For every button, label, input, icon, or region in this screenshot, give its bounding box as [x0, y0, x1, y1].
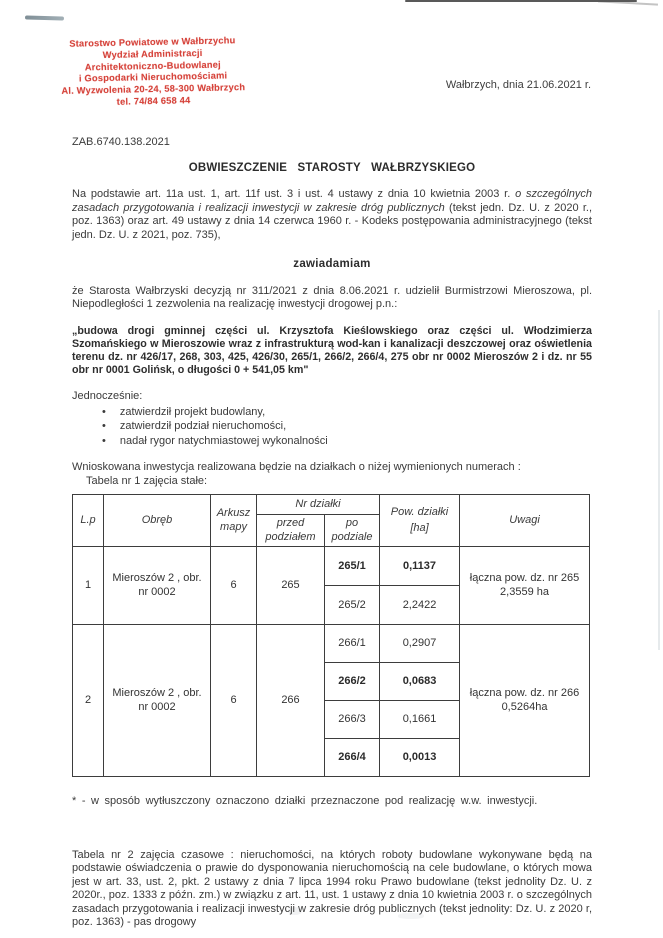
col-header-arkusz: Arkusz mapy	[211, 495, 257, 547]
cell-po-podziale: 266/1	[325, 625, 380, 663]
document-body	[72, 136, 592, 938]
cell-obreb: Mieroszów 2 , obr. nr 0002	[104, 547, 211, 625]
list-item-text: zatwierdził podział nieruchomości,	[119, 420, 287, 433]
cell-uwagi: łączna pow. dz. nr 266 0,5264ha	[460, 625, 590, 777]
cell-obreb: Mieroszów 2 , obr. nr 0002	[104, 625, 211, 777]
bold-parcels-footnote: * - w sposób wytłuszczony oznaczono działki przeznaczone pod realizację w.w. inwestycji.	[72, 795, 538, 808]
cell-lp: 2	[73, 625, 104, 777]
pow-label: Pow. działki	[390, 505, 449, 518]
table-row	[73, 625, 590, 663]
list-item-text: zatwierdził projekt budowlany,	[119, 405, 266, 418]
table1-caption: Tabela nr 1 zajęcia stałe:	[86, 474, 208, 487]
legal-basis-paragraph	[72, 188, 592, 242]
stamp-line: Wydział Administracji	[102, 47, 203, 60]
list-item-text: nadał rygor natychmiastowej wykonalności	[119, 434, 328, 447]
col-header-nr-dzialki: Nr działki	[257, 495, 380, 515]
list-item	[102, 420, 592, 434]
cell-po-podziale: 265/2	[325, 586, 380, 625]
cell-po-podziale: 266/3	[325, 701, 380, 739]
list-item	[102, 406, 592, 420]
table2-temporary-occupation-paragraph: Tabela nr 2 zajęcia czasowe : nieruchomości, na których roboty budowlane wykonywane będą na podstawie oświadczenia o prawie do dysponowania nieruchomością na cele budowlane, o których mowa jest w art. 33, ust. 2, pkt. 2 ustawy z dnia 7 lipca 1994 roku Prawo budowlane (tekst jednolity Dz. U. z 2020r., poz. 1333 z późn. zm.) w związku z art. 11, ust. 1 ustawy z dnia 10 kwietnia 2003 r. o szczególnych zasadach przygotowania i realizacji inwestycji w zakresie dróg publicznych (tekst jednolity: Dz. U. z 2020 r, poz. 1363) - pas drogowy	[72, 848, 592, 929]
simultaneously-list	[72, 406, 592, 449]
scan-artifact-top-corner	[598, 0, 658, 5]
cell-pow: 0,2907	[380, 625, 460, 663]
cell-po-podziale: 266/4	[325, 739, 380, 777]
cell-przed-podzialem: 266	[257, 625, 325, 777]
stamp-line: i Gospodarki Nieruchomościami	[78, 70, 228, 84]
cell-lp: 1	[73, 547, 104, 625]
col-header-przed-podzialem: przed podziałem	[257, 515, 325, 547]
decision-paragraph: że Starosta Wałbrzyski decyzją nr 311/2021 z dnia 8.06.2021 r. udzielił Burmistrzowi Mieroszowa, pl. Niepodległości 1 zezwolenia na realizację inwestycji drogowej p.n.:	[72, 284, 592, 310]
scan-artifact-pen-dash	[25, 15, 64, 20]
list-item	[102, 435, 592, 449]
cell-pow: 0,1661	[380, 701, 460, 739]
notify-heading: zawiadamiam	[293, 258, 371, 270]
cell-arkusz: 6	[211, 547, 257, 625]
cell-pow: 0,0683	[380, 663, 460, 701]
investment-name-paragraph: „budowa drogi gminnej części ul. Krzysztofa Kieślowskiego oraz części ul. Włodzimierza Szomańskiego w Mieroszowie wraz z infrastrukturą wod-kan i kanalizacji deszczowej oraz oświetlenia terenu dz. nr 426/17, 268, 303, 425, 426/30, 265/1, 266/2, 266/4, 275 obr nr 0002 Mieroszów 2 i dz. nr 55 obr nr 0001 Golińsk, o długości 0 + 541,05 km"	[72, 324, 592, 377]
col-header-pow	[380, 495, 460, 547]
bullet-dot-icon: •	[102, 434, 106, 447]
stamp-line: Starostwo Powiatowe w Wałbrzychu	[69, 35, 236, 49]
table-intro-line: Wnioskowana inwestycja realizowana będzie na działkach o niżej wymienionych numerach :	[72, 461, 521, 474]
simultaneously-label: Jednocześnie:	[72, 390, 143, 403]
cell-uwagi: łączna pow. dz. nr 265 2,3559 ha	[460, 547, 590, 625]
col-header-lp: L.p	[73, 495, 104, 547]
col-header-obreb: Obręb	[104, 495, 211, 547]
bullet-dot-icon: •	[102, 405, 106, 418]
table-row	[73, 547, 590, 586]
cell-po-podziale: 266/2	[325, 663, 380, 701]
cell-po-podziale: 265/1	[325, 547, 380, 586]
cell-pow: 2,2422	[380, 586, 460, 625]
scan-artifact-right-edge	[658, 310, 660, 650]
stamp-line: Al. Wyzwolenia 20-24, 58-300 Wałbrzych	[61, 82, 246, 97]
parcels-table	[72, 494, 590, 777]
pow-unit-label: [ha]	[410, 522, 429, 535]
col-header-po-podziale: po podziale	[325, 515, 380, 547]
cell-arkusz: 6	[211, 625, 257, 777]
legal-basis-part3: (tekst jedn. Dz. U. z 2020 r., poz. 1363) oraz art. 49 ustawy z dnia 14 czerwca 1960 r. - Kodeks postępowania administracyjnego (tekst jedn. Dz. U. z 2021, poz. 735),	[72, 201, 592, 241]
stamp-line: tel. 74/84 658 44	[116, 95, 191, 107]
document-title: OBWIESZCZENIE STAROSTY WAŁBRZYSKIEGO	[188, 161, 476, 174]
place-and-date: Wałbrzych, dnia 21.06.2021 r.	[445, 79, 591, 91]
cell-przed-podzialem: 265	[257, 547, 325, 625]
case-reference-number: ZAB.6740.138.2021	[72, 136, 170, 148]
legal-basis-part1: Na podstawie art. 11a ust. 1, art. 11f ust. 3 i ust. 4 ustawy z dnia 10 kwietnia 2003 r.	[72, 188, 516, 200]
cell-pow: 0,0013	[380, 739, 460, 777]
col-header-uwagi: Uwagi	[460, 495, 590, 547]
office-stamp	[45, 35, 260, 110]
cell-pow: 0,1137	[380, 547, 460, 586]
stamp-line: Architektoniczno-Budowlanej	[84, 59, 221, 73]
bullet-dot-icon: •	[102, 420, 106, 433]
legal-basis-act-title: o szczególnych zasadach przygotowania i realizacji inwestycji w zakresie dróg publicznych	[72, 188, 592, 214]
